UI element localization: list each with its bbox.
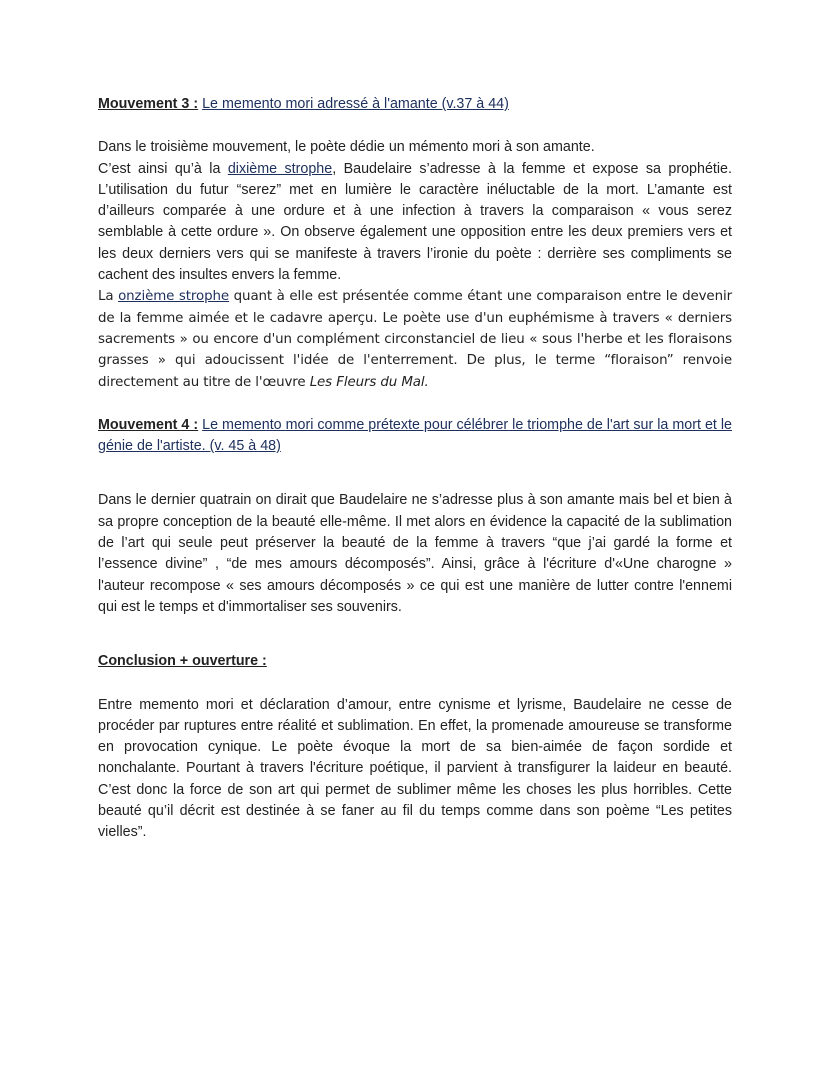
conclusion-paragraph: Entre memento mori et déclaration d’amour, entre cynisme et lyrisme, Baudelaire ne cesse de procéder par ruptures entre réalité et sublimation. En effet, la promenade amoureuse se transforme en provocation cynique. Le poète évoque la mort de sa bien-aimée de façon sordide et nonchalante. Pourtant à travers l'écriture poétique, il parvient à transfigurer la laideur en beauté. C’est donc la force de son art qui permet de sublimer même les choses les plus horribles. Cette beauté qu’il décrit est destinée à se faner au fil du temps comme dans son poème “Les petites vielles”. [98, 696, 732, 841]
movement-3-intro: Dans le troisième mouvement, le poète dédie un mémento mori à son amante. [98, 139, 595, 156]
movement-4-label: Mouvement 4 : [98, 416, 199, 433]
paragraph-2-text-start: La [98, 289, 119, 305]
movement-3-paragraph-1 [98, 159, 732, 287]
movement-4-title: Le memento mori comme prétexte pour célébrer le triomphe de l'art sur la mort et le génie de l'artiste. (v. 45 à 48) [98, 416, 732, 455]
dixieme-strophe-link[interactable]: dixième strophe [227, 160, 333, 177]
paragraph-2-text-end: quant à elle est présentée comme étant une comparaison entre le devenir de la femme aimée et le cadavre aperçu. Le poète use d'un euphémisme à travers « derniers sacrements » ou encore d'un complément circonstanciel de lieu « sous l'herbe et les floraisons grasses » qui adoucissent l'idée de l'enterrement. De plus, le terme “floraison” renvoie directement au titre de l'œuvre [98, 289, 732, 390]
conclusion-label: Conclusion + ouverture : [98, 653, 267, 670]
conclusion-heading [98, 651, 732, 672]
movement-4-heading [98, 415, 732, 458]
movement-3-label: Mouvement 3 : [98, 96, 199, 112]
movement-3-title: Le memento mori adressé à l'amante (v.37 à 44) [202, 96, 509, 112]
movement-4-paragraph: Dans le dernier quatrain on dirait que Baudelaire ne s’adresse plus à son amante mais bel et bien à sa propre conception de la beauté elle-même. Il met alors en évidence la capacité de la sublimation de l’art qui seule peut préserver la beauté de la femme à travers “que j’ai gardé la forme et l’essence divine” , “de mes amours décomposés”. Ainsi, grâce à l'écriture d'«Une charogne » l'auteur recompose « ses amours décomposés » ce qui est une manière de lutter contre l'ennemi qui est le temps et d'immortaliser ses souvenirs. [98, 492, 732, 615]
movement-3-heading [98, 94, 732, 115]
movement-3-paragraph-2 [98, 286, 732, 392]
onzieme-strophe-link[interactable]: onzième strophe [118, 289, 230, 305]
document-page [98, 94, 732, 844]
paragraph-1-text-start: C’est ainsi qu’à la [98, 160, 228, 177]
book-title-italic: Les Fleurs du Mal. [309, 374, 429, 390]
paragraph-1-text-end: , Baudelaire s’adresse à la femme et expose sa prophétie. L’utilisation du futur “serez” met en lumière le caractère inéluctable de la mort. L’amante est d’ailleurs comparée à une ordure et à une infection à travers la comparaison « vous serez semblable à cette ordure ». On observe également une opposition entre les deux premiers vers et les deux derniers vers qui se manifeste à travers l’ironie du poète : derrière ses compliments se cachent des insultes envers la femme. [98, 160, 732, 284]
